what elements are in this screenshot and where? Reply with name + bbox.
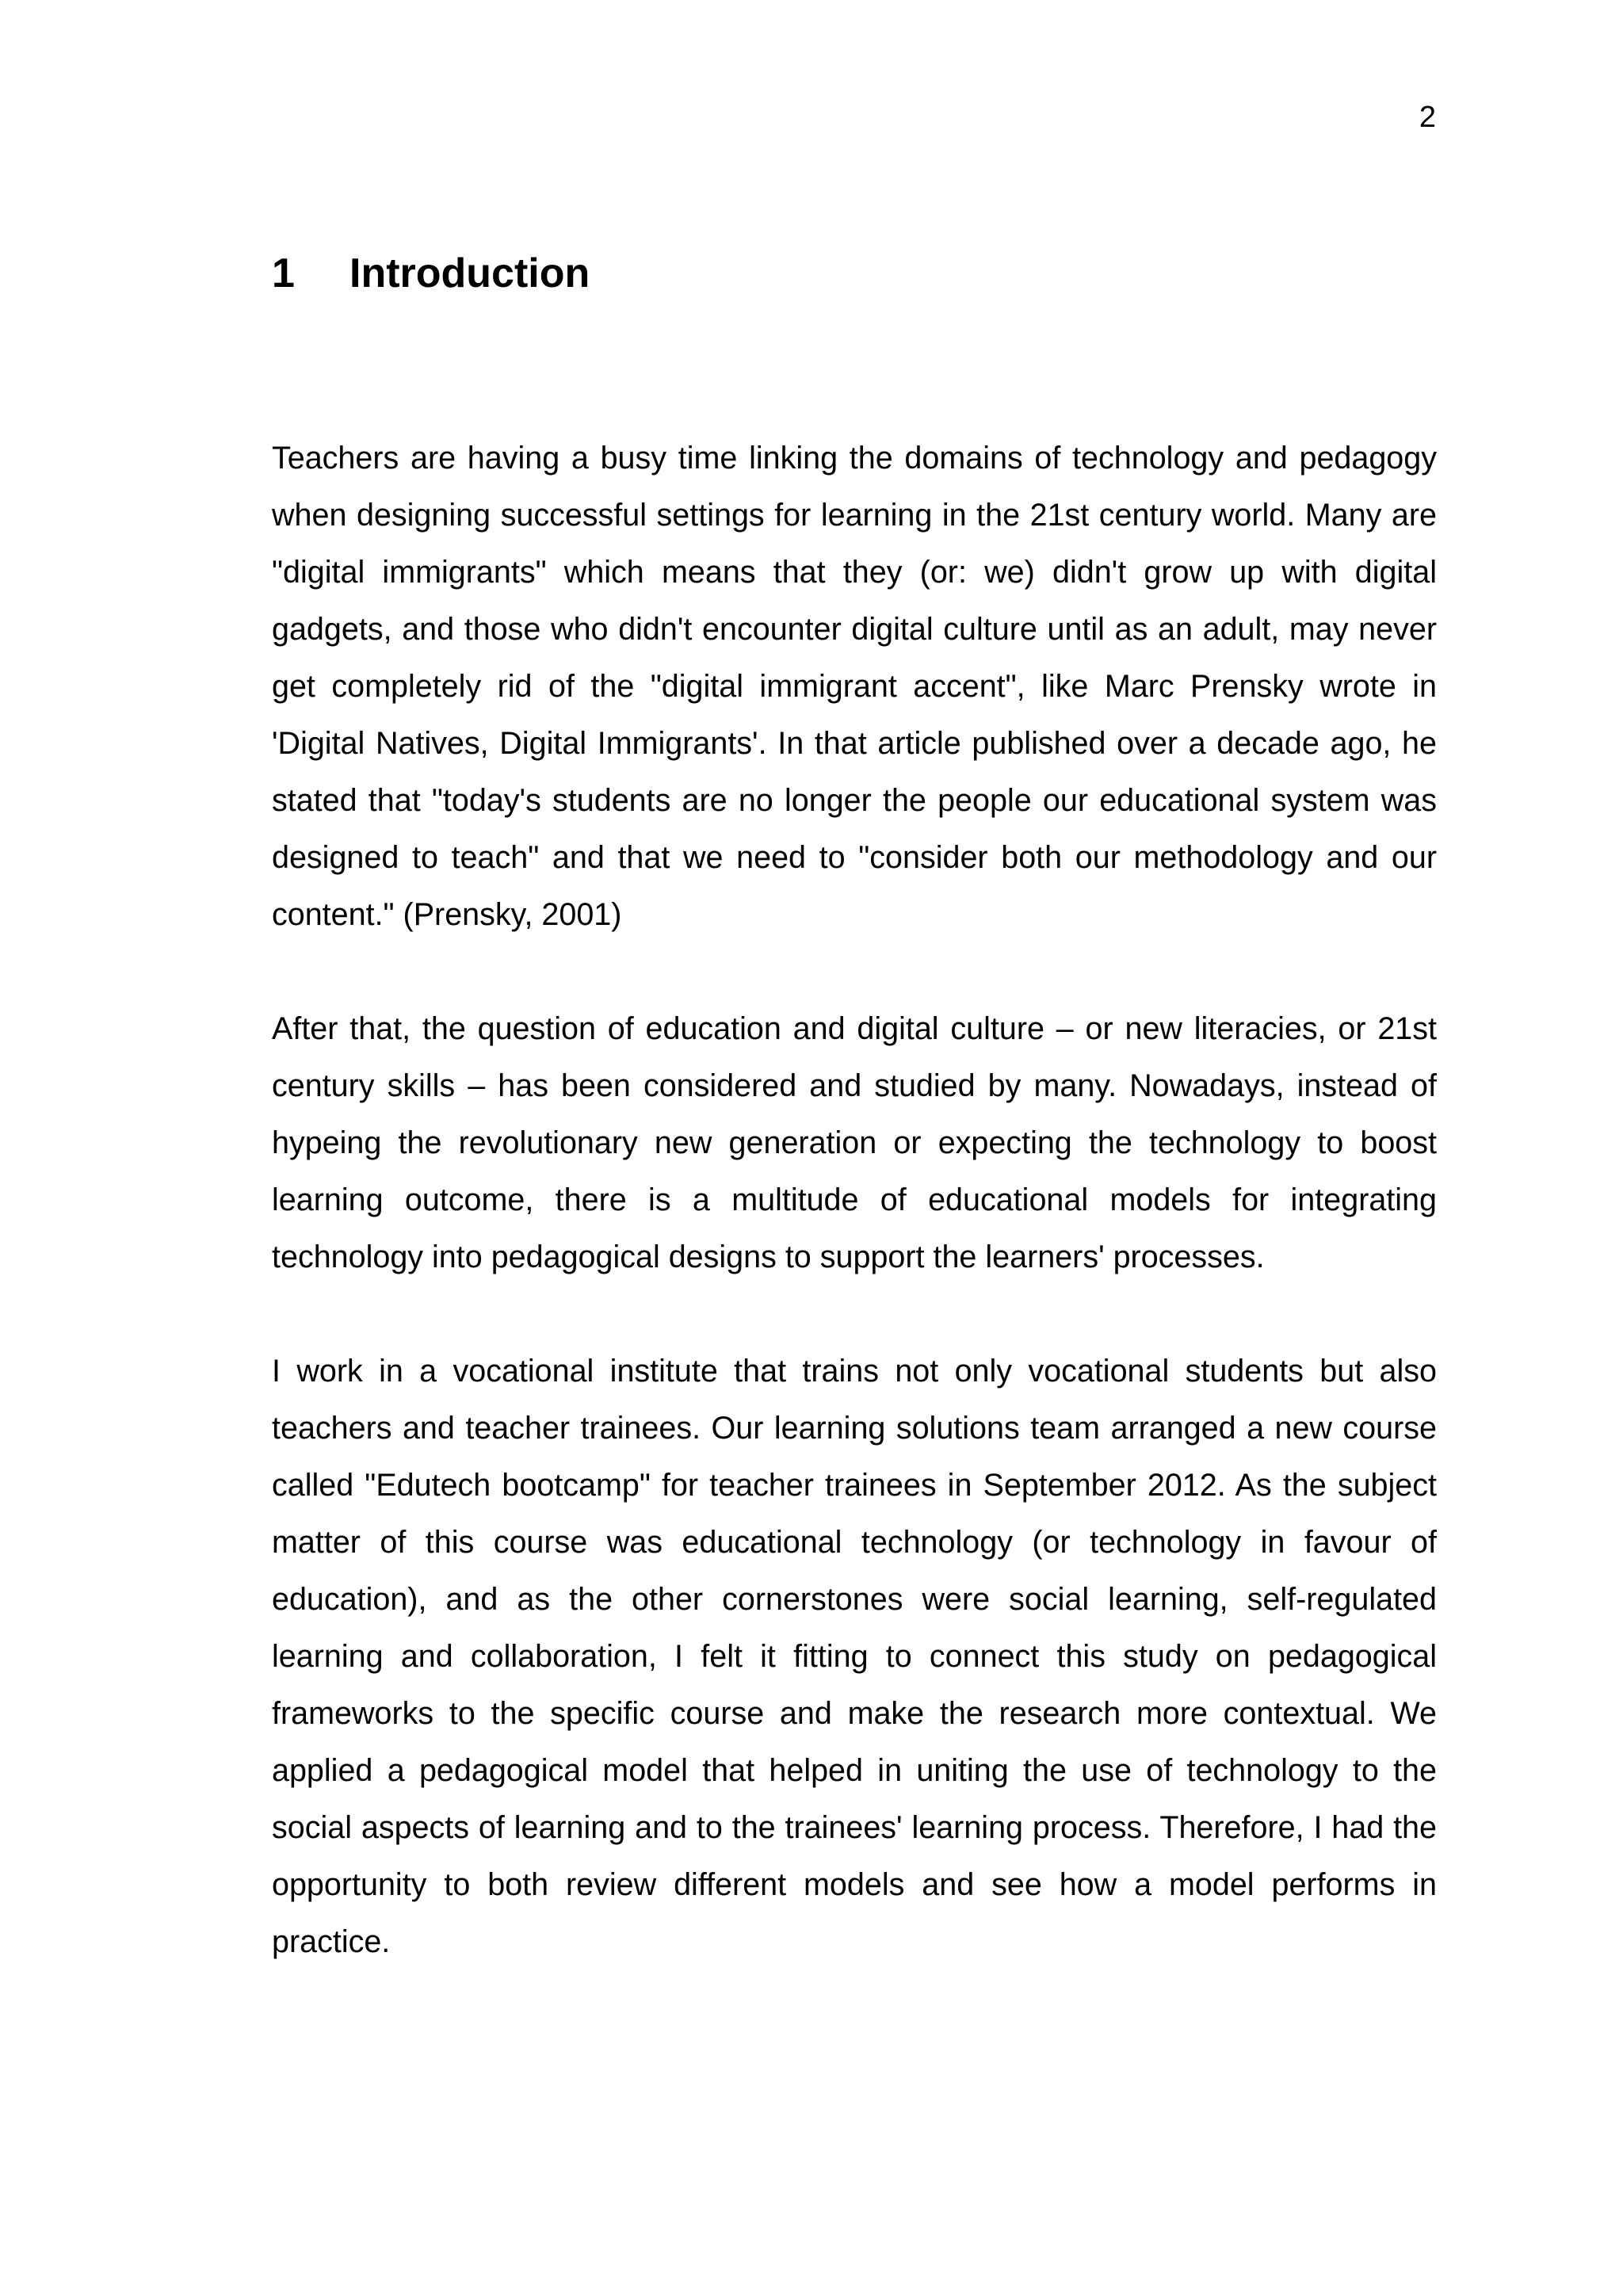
paragraph-1: Teachers are having a busy time linking the domains of technology and pedagogy when designing successful settings for learning in the 21st century world. Many are "digital immigrants" which means that they (or: we) didn't grow up with digital gadgets, and those who didn't encounter digital culture until as an adult, may never get completely rid of the "digital immigrant accent", like Marc Prensky wrote in 'Digital Natives, Digital Immigrants'. In that article published over a decade ago, he stated that "today's students are no longer the people our educational system was designed to teach" and that we need to "consider both our methodology and our content." (Prensky, 2001) — [272, 441, 1437, 932]
body-text — [272, 430, 1437, 2027]
paragraph-2: After that, the question of education and digital culture – or new literacies, or 21st century skills – has been considered and studied by many. Nowadays, instead of hypeing the revolutionary new generation or expecting the technology to boost learning outcome, there is a multitude of educational models for integrating technology into pedagogical designs to support the learners' processes. — [272, 1011, 1437, 1274]
chapter-heading — [272, 247, 590, 300]
page-number: 2 — [1419, 101, 1436, 134]
chapter-number: 1 — [272, 250, 295, 296]
paragraph-3: I work in a vocational institute that trains not only vocational students but also teachers and teacher trainees. Our learning solutions team arranged a new course called "Edutech bootcamp" for teacher trainees in September 2012. As the subject matter of this course was educational technology (or technology in favour of education), and as the other cornerstones were social learning, self-regulated learning and collaboration, I felt it fitting to connect this study on pedagogical frameworks to the specific course and make the research more contextual. We applied a pedagogical model that helped in uniting the use of technology to the social aspects of learning and to the trainees' learning process. Therefore, I had the opportunity to both review different models and see how a model performs in practice. — [272, 1354, 1437, 1959]
chapter-title: Introduction — [349, 250, 590, 296]
